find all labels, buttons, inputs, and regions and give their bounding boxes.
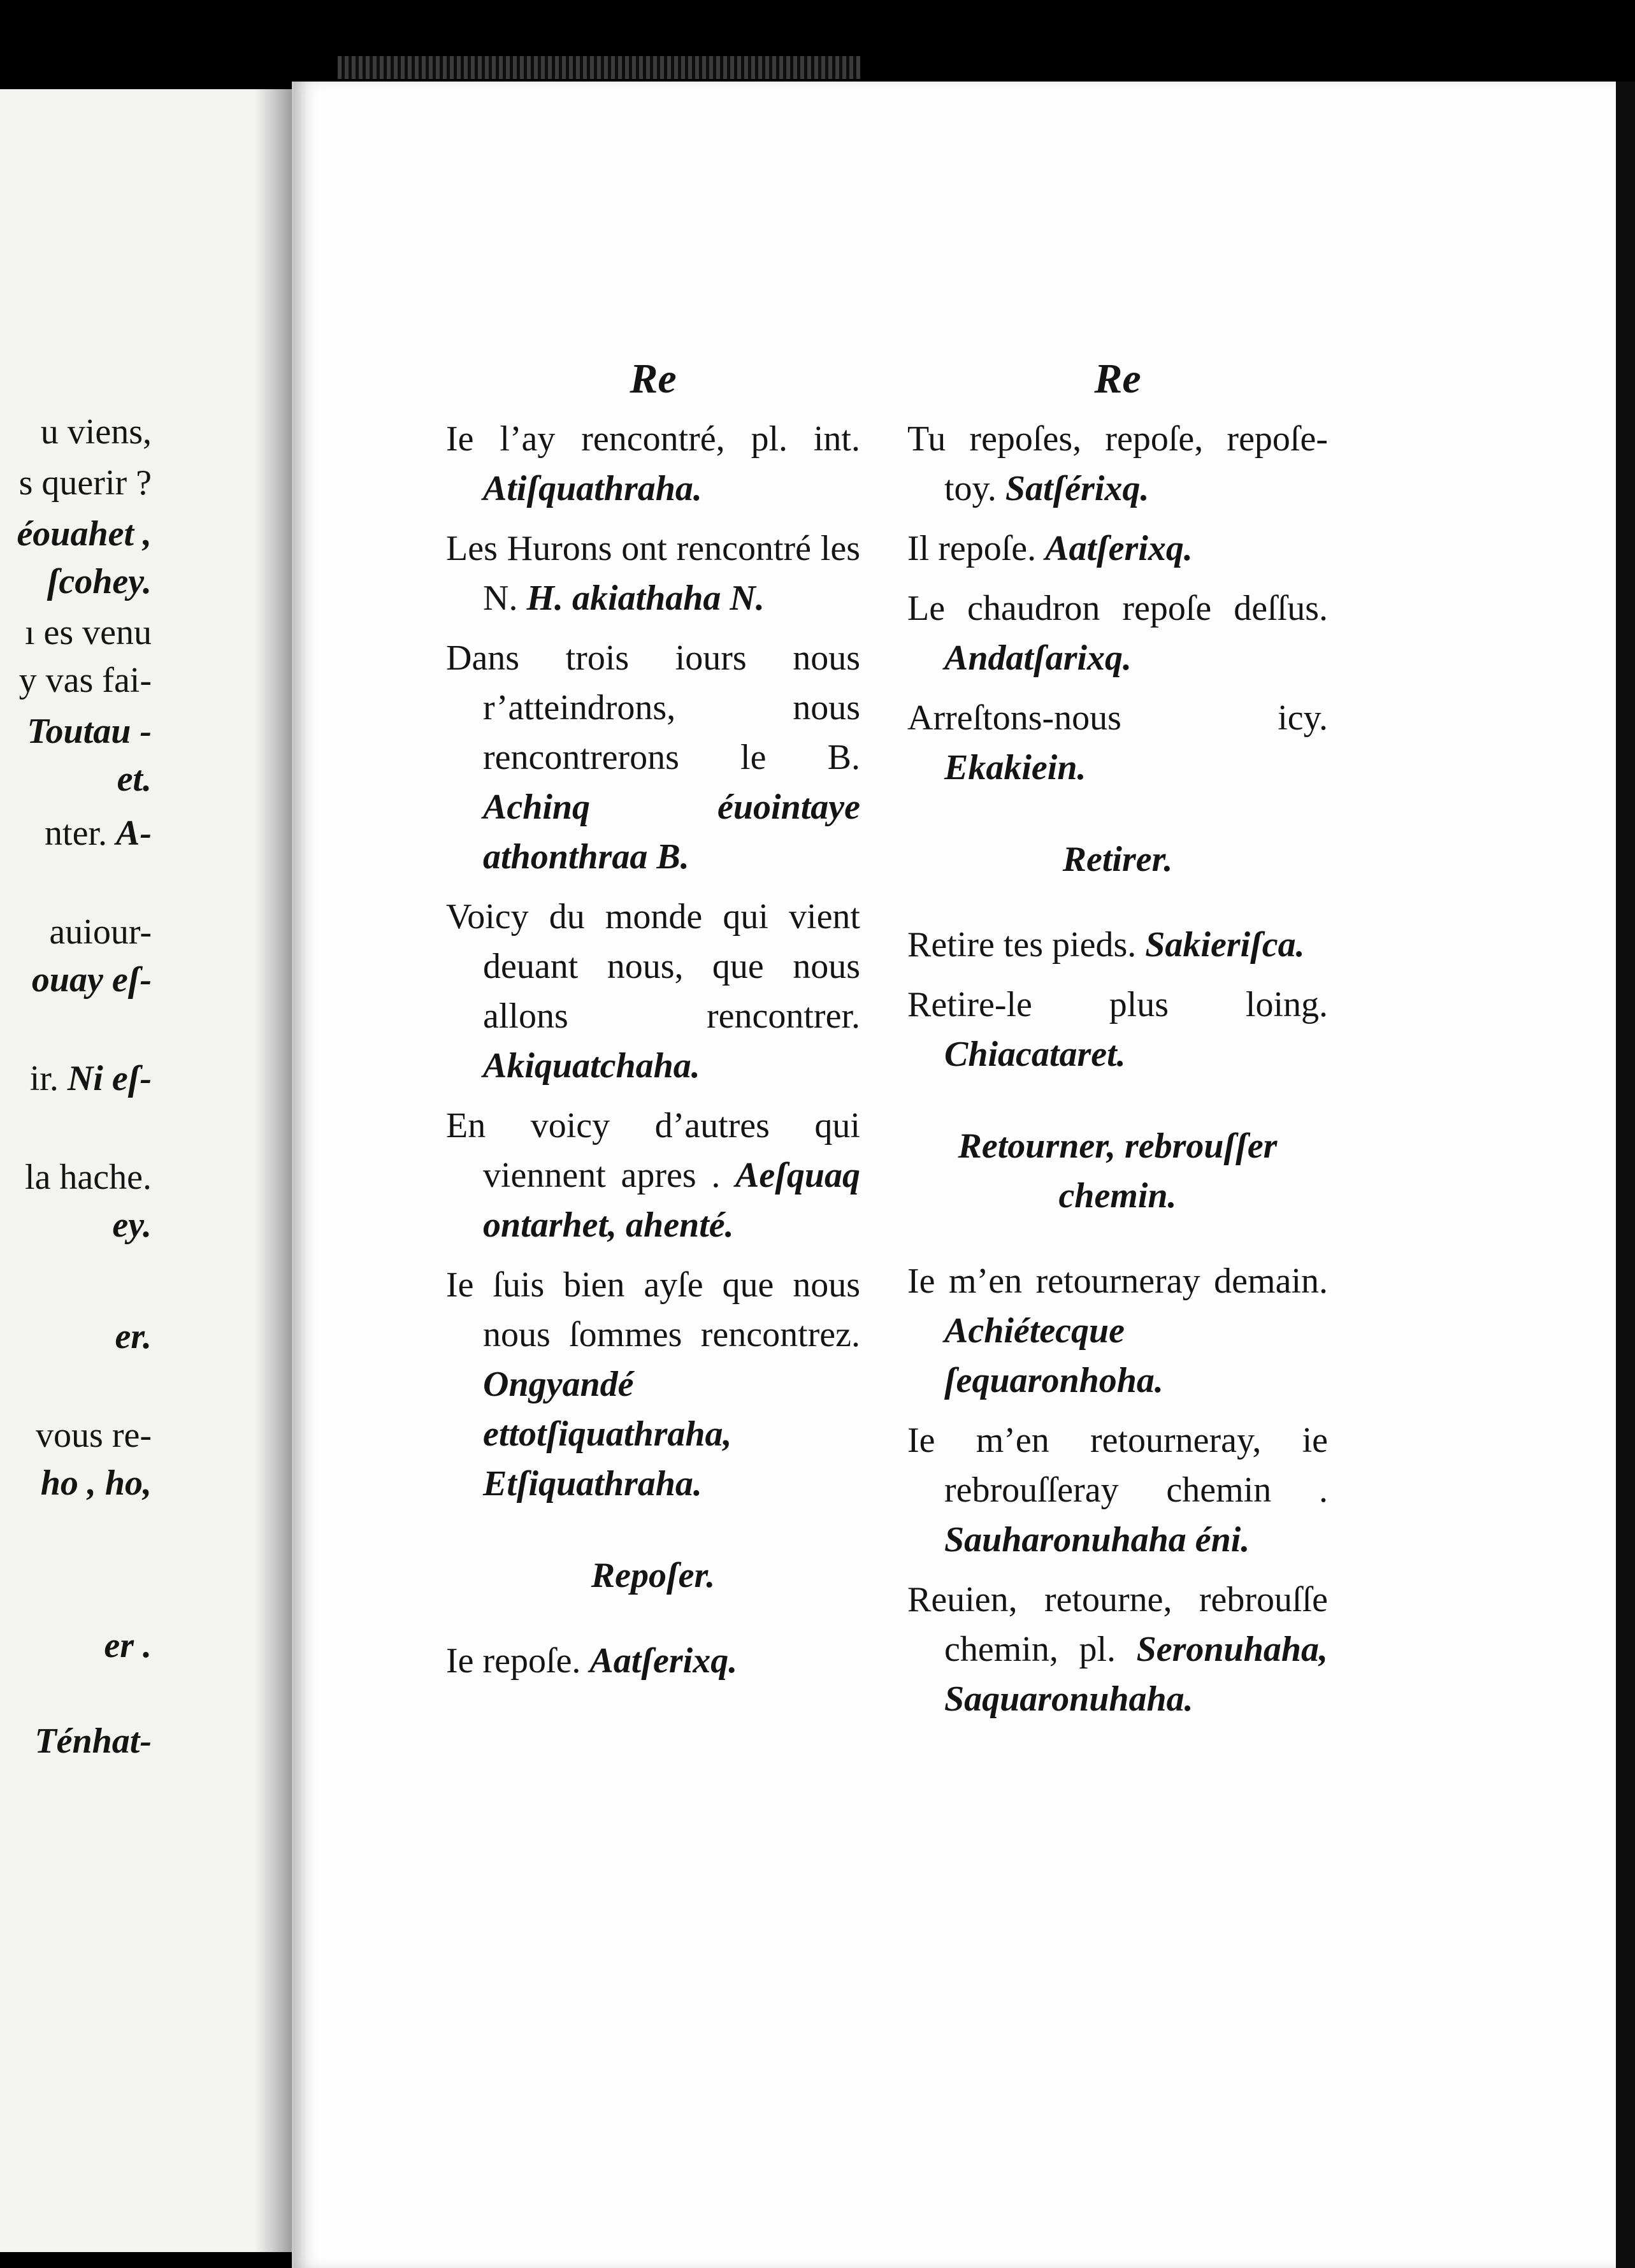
left-page-fragment (0, 1465, 152, 1501)
entry-french: Reuien, retourne, rebrouſſe chemin, pl. (907, 1580, 1328, 1669)
fragment-roman: nter. (45, 814, 116, 853)
left-page-fragment (0, 516, 152, 552)
section-heading (907, 835, 1328, 884)
entry-french: Retire tes pieds. (907, 925, 1146, 965)
section-heading (907, 1121, 1328, 1221)
dictionary-entry (446, 414, 860, 513)
entry-french: Dans trois iours nous r’atteindrons, nous rencontrerons le B. (446, 638, 860, 777)
dictionary-entry (907, 1416, 1328, 1565)
dictionary-entry (446, 892, 860, 1091)
fragment-roman: vous re- (36, 1416, 152, 1455)
left-page-fragment (0, 1723, 152, 1759)
fragment-italic: er . (104, 1626, 152, 1665)
entry-huron: Atiſquathraha. (483, 469, 702, 508)
right-scan-edge (1616, 82, 1635, 2268)
entry-huron: H. akiathaha N. (526, 578, 765, 618)
left-page-fragment (0, 815, 152, 851)
entry-french: Ie ſuis bien ayſe que nous nous ſommes rencontrez. (446, 1265, 860, 1354)
left-page-fragment (0, 1159, 152, 1195)
entry-french: Ie m’en retourneray demain. (907, 1261, 1328, 1301)
left-page-fragment (0, 914, 152, 950)
left-page-fragment (0, 1418, 152, 1453)
fragment-italic: Ni eſ- (67, 1059, 152, 1098)
left-page-fragment (0, 465, 152, 501)
left-column-entries (446, 414, 860, 1686)
fragment-roman: s querir ? (18, 463, 152, 503)
dictionary-entry (907, 920, 1328, 970)
dictionary-entry (907, 584, 1328, 683)
right-column (907, 350, 1328, 1734)
left-page-fragment (0, 1207, 152, 1243)
entry-huron: Andatſarixq. (944, 638, 1132, 678)
left-page-fragment (0, 1628, 152, 1663)
fragment-italic: ouay eſ- (31, 960, 152, 1000)
entry-huron: Ongyandé ettotſiquathraha, Etſiquathraha. (483, 1365, 732, 1504)
entry-huron: Sakieriſca. (1145, 925, 1305, 965)
fragment-roman: ı es venu (24, 613, 152, 652)
entry-french: Ie m’en retourneray, ie rebrouſſeray chemin . (907, 1421, 1328, 1510)
fragment-roman: y vas fai- (18, 661, 152, 700)
dictionary-entry (907, 414, 1328, 513)
dictionary-entry (907, 1256, 1328, 1405)
dictionary-entry (446, 1101, 860, 1250)
section-heading-text: Retourner, rebrouſſer chemin. (958, 1126, 1278, 1216)
entry-french: Il repoſe. (907, 529, 1046, 568)
entry-french: Les Hurons ont rencontré les N. (446, 529, 860, 618)
dictionary-entry (446, 633, 860, 882)
entry-french: Ie repoſe. (446, 1641, 590, 1681)
left-page-fragment (0, 761, 152, 797)
left-page-fragment (0, 962, 152, 998)
fragment-roman: la hache. (25, 1158, 152, 1197)
left-page-fragment (0, 1061, 152, 1096)
section-heading-text: Repoſer. (591, 1556, 716, 1595)
running-head-right: Re (1094, 355, 1141, 402)
right-column-entries (907, 414, 1328, 1724)
entry-huron: Sauharonuhaha éni. (944, 1520, 1250, 1560)
left-page-fragment (0, 564, 152, 599)
fragment-italic: ey. (112, 1205, 152, 1245)
entry-huron: Aeſquaq ontarhet, ahenté. (483, 1156, 860, 1245)
entry-huron: Akiquatchaha. (483, 1046, 700, 1086)
entry-french: Retire-le plus loing. (907, 985, 1328, 1024)
fragment-roman: auiour- (49, 912, 152, 952)
fragment-italic: er. (115, 1317, 152, 1356)
entry-french: Arreſtons-nous icy. (907, 698, 1328, 738)
entry-french: En voicy d’autres qui viennent apres . (446, 1106, 860, 1195)
entry-french: Ie l’ay rencontré, pl. int. (446, 419, 860, 459)
scan-top-strip (338, 56, 860, 79)
entry-huron: Ekakiein. (944, 748, 1086, 787)
fragment-italic: A- (116, 814, 152, 853)
dictionary-entry (446, 524, 860, 623)
entry-french: Le chaudron repoſe deſſus. (907, 589, 1328, 628)
entry-huron: Aatſerixq. (1045, 529, 1193, 568)
entry-huron: Chiacataret. (944, 1035, 1126, 1074)
dictionary-entry (446, 1636, 860, 1686)
entry-huron: Seronuhaha, Saquaronuhaha. (944, 1630, 1328, 1719)
entry-french: Tu repoſes, repoſe, repoſe-toy. (907, 419, 1328, 508)
left-page-gutter-shadow (255, 89, 293, 2252)
fragment-italic: ho , ho, (40, 1463, 152, 1503)
left-page-fragment (0, 1319, 152, 1354)
section-heading (446, 1551, 860, 1600)
left-page-fragment (0, 414, 152, 450)
fragment-italic: ſcohey. (47, 562, 152, 601)
fragment-roman: u viens, (40, 412, 152, 452)
fragment-italic: Ténhat- (34, 1721, 152, 1761)
left-column (446, 350, 860, 1696)
entry-huron: Achiétecque ſequaronhoha. (944, 1311, 1163, 1400)
entry-huron: Achinq éuointaye athonthraa B. (483, 787, 860, 877)
dictionary-entry (907, 693, 1328, 793)
dictionary-entry (907, 1575, 1328, 1724)
dictionary-entry (446, 1260, 860, 1509)
fragment-italic: et. (117, 759, 152, 799)
section-heading-text: Retirer. (1062, 840, 1173, 879)
left-page-fragment (0, 663, 152, 698)
dictionary-entry (907, 524, 1328, 573)
running-head-left: Re (630, 355, 677, 402)
fragment-italic: éouahet , (17, 514, 152, 554)
entry-huron: Satſérixq. (1005, 469, 1149, 508)
dictionary-entry (907, 980, 1328, 1079)
left-page-fragment (0, 714, 152, 749)
fragment-italic: Toutau - (27, 712, 152, 751)
entry-huron: Aatſerixq. (589, 1641, 738, 1681)
left-page-fragment (0, 615, 152, 650)
fragment-roman: ir. (29, 1059, 68, 1098)
entry-french: Voicy du monde qui vient deuant nous, que nous allons rencontrer. (446, 897, 860, 1036)
